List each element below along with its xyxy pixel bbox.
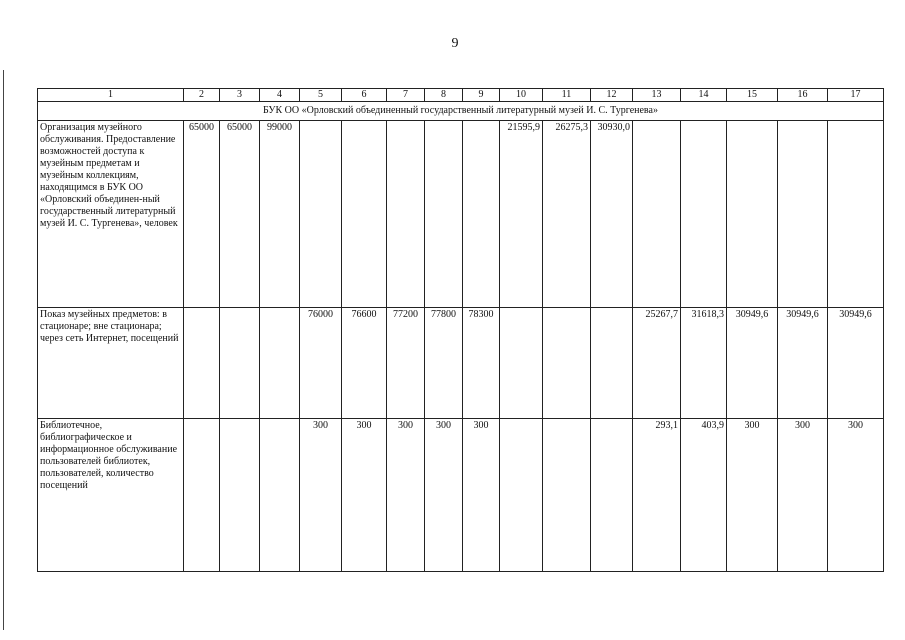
table-cell: 300	[300, 419, 342, 572]
table-cell	[260, 308, 300, 419]
column-header: 8	[425, 89, 463, 102]
table-cell	[778, 121, 828, 308]
table-cell	[342, 121, 387, 308]
table-cell	[220, 308, 260, 419]
table-row	[38, 308, 884, 419]
row-label: Библиотечное, библиографическое и информационное обслуживание пользователей библиотек, пользователей, количество посещений	[38, 419, 184, 572]
page-number: 9	[451, 36, 459, 51]
table-cell	[425, 121, 463, 308]
table-cell: 65000	[220, 121, 260, 308]
table-cell: 78300	[463, 308, 500, 419]
column-header: 11	[543, 89, 591, 102]
table-cell: 31618,3	[681, 308, 727, 419]
table-cell	[591, 308, 633, 419]
table-cell: 21595,9	[500, 121, 543, 308]
column-header: 3	[220, 89, 260, 102]
column-header: 7	[387, 89, 425, 102]
table-cell: 300	[778, 419, 828, 572]
table-cell: 99000	[260, 121, 300, 308]
table-cell: 300	[727, 419, 778, 572]
table-cell	[184, 419, 220, 572]
table-cell	[387, 121, 425, 308]
table-cell	[727, 121, 778, 308]
table-cell	[633, 121, 681, 308]
table-row	[38, 419, 884, 572]
column-header: 1	[38, 89, 184, 102]
column-header: 9	[463, 89, 500, 102]
row-label: Организация музейного обслуживания. Предоставление возможностей доступа к музейным предметам и музейным коллекциям, находящимся в БУК ОО «Орловский объединен-ный государственный литературный музей И. С. Тургенева», человек	[38, 121, 184, 308]
column-header: 12	[591, 89, 633, 102]
table-cell	[828, 121, 884, 308]
table-cell	[300, 121, 342, 308]
table-cell: 293,1	[633, 419, 681, 572]
data-table	[37, 88, 884, 572]
column-header: 15	[727, 89, 778, 102]
table-cell: 76000	[300, 308, 342, 419]
column-header: 2	[184, 89, 220, 102]
table-cell: 300	[387, 419, 425, 572]
table-cell: 26275,3	[543, 121, 591, 308]
left-margin-rule	[3, 70, 4, 630]
table-cell	[500, 308, 543, 419]
table-cell: 77800	[425, 308, 463, 419]
organization-row	[38, 102, 884, 121]
column-header: 6	[342, 89, 387, 102]
table-cell: 300	[342, 419, 387, 572]
table-cell	[591, 419, 633, 572]
table-cell	[184, 308, 220, 419]
table-cell: 76600	[342, 308, 387, 419]
table-cell: 300	[463, 419, 500, 572]
table-cell: 30949,6	[778, 308, 828, 419]
organization-name: БУК ОО «Орловский объединенный государственный литературный музей И. С. Тургенева»	[38, 102, 884, 121]
column-header: 17	[828, 89, 884, 102]
table-cell	[220, 419, 260, 572]
table-cell: 300	[425, 419, 463, 572]
column-header: 16	[778, 89, 828, 102]
table-cell	[543, 308, 591, 419]
table-cell	[260, 419, 300, 572]
column-header: 5	[300, 89, 342, 102]
table-cell: 30930,0	[591, 121, 633, 308]
table-cell: 30949,6	[828, 308, 884, 419]
table-cell: 25267,7	[633, 308, 681, 419]
column-header: 13	[633, 89, 681, 102]
table-cell	[543, 419, 591, 572]
column-header: 10	[500, 89, 543, 102]
column-header: 4	[260, 89, 300, 102]
table-cell	[681, 121, 727, 308]
table-row	[38, 121, 884, 308]
table-cell: 77200	[387, 308, 425, 419]
row-label: Показ музейных предметов: в стационаре; вне стационара; через сеть Интернет, посещений	[38, 308, 184, 419]
column-header: 14	[681, 89, 727, 102]
table-cell: 30949,6	[727, 308, 778, 419]
table-cell: 65000	[184, 121, 220, 308]
table-cell	[500, 419, 543, 572]
column-number-row	[38, 89, 884, 102]
table-cell: 300	[828, 419, 884, 572]
table-cell: 403,9	[681, 419, 727, 572]
table-cell	[463, 121, 500, 308]
